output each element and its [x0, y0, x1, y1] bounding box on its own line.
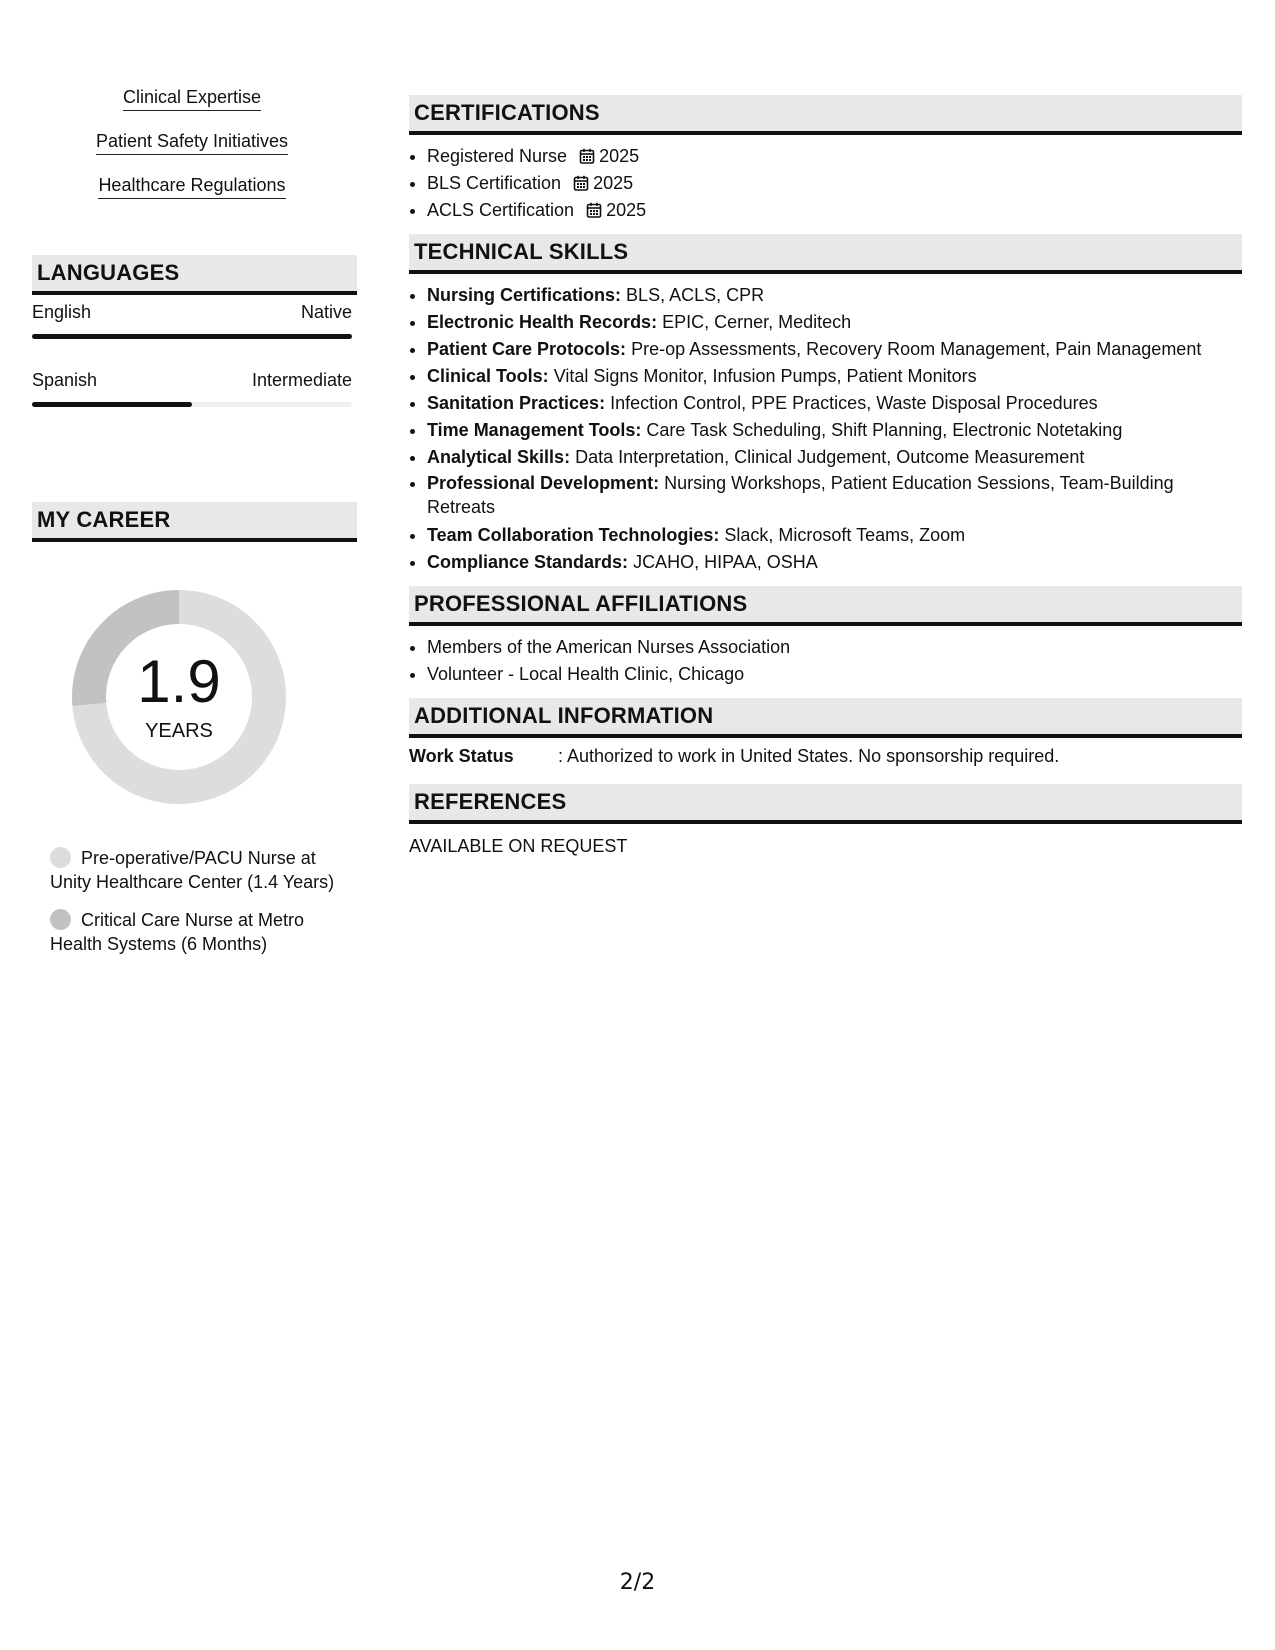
legend-swatch: [50, 847, 71, 868]
certifications-list: [409, 143, 1242, 224]
references-section: [409, 784, 1242, 857]
skill-item: [427, 390, 1242, 417]
right-column: [409, 95, 1242, 857]
skill-label: Electronic Health Records:: [427, 312, 658, 332]
career-total-years: 1.9: [137, 648, 221, 715]
skill-value: Nursing Workshops, Patient Education Sessions, Team-Building Retreats: [427, 473, 1174, 517]
skill-value: Data Interpretation, Clinical Judgement, Outcome Measurement: [575, 447, 1085, 467]
affiliation-item: • Volunteer - Local Health Clinic, Chicago: [427, 661, 1242, 688]
skill-item: [427, 522, 1242, 549]
certification-name: ACLS Certification: [427, 200, 575, 220]
page-number: 2/2: [619, 1570, 656, 1595]
certification-year: 2025: [593, 173, 634, 193]
certifications-heading: CERTIFICATIONS: [409, 95, 1242, 135]
languages-heading: LANGUAGES: [32, 255, 357, 295]
certification-name: Registered Nurse: [427, 146, 568, 166]
skill-label: Patient Care Protocols:: [427, 339, 627, 359]
work-status-value: : Authorized to work in United States. No sponsorship required.: [558, 746, 1060, 766]
affiliations-section: [409, 586, 1242, 688]
language-proficiency-fill: [32, 334, 352, 339]
career-heading: MY CAREER: [32, 502, 357, 542]
strength-item: Clinical Expertise: [123, 86, 261, 111]
language-name: Spanish: [32, 370, 98, 390]
affiliation-item: • Members of the American Nurses Association: [427, 634, 1242, 661]
references-heading: REFERENCES: [409, 784, 1242, 824]
skill-value: Pre-op Assessments, Recovery Room Management, Pain Management: [631, 339, 1202, 359]
work-status-row: [409, 746, 1242, 770]
skill-label: Nursing Certifications:: [427, 285, 622, 305]
language-proficiency-fill: [32, 402, 192, 407]
language-level: Intermediate: [251, 370, 352, 390]
calendar-icon: [573, 175, 589, 191]
skill-value: EPIC, Cerner, Meditech: [662, 312, 852, 332]
left-column: [32, 86, 352, 954]
skill-value: BLS, ACLS, CPR: [626, 285, 765, 305]
skill-item: [427, 471, 1242, 519]
certification-name: BLS Certification: [427, 173, 562, 193]
skill-item: [427, 549, 1242, 576]
skill-value: Slack, Microsoft Teams, Zoom: [724, 525, 966, 545]
additional-info-section: [409, 698, 1242, 770]
skill-item: [427, 282, 1242, 309]
skill-item: [427, 444, 1242, 471]
calendar-icon: [586, 202, 602, 218]
skill-label: Clinical Tools:: [427, 366, 549, 386]
skill-label: Team Collaboration Technologies:: [427, 525, 720, 545]
language-level: Native: [300, 302, 352, 322]
certification-item: [427, 143, 1242, 170]
skill-item: [427, 309, 1242, 336]
career-legend-item: [50, 908, 340, 956]
technical-skills-heading: TECHNICAL SKILLS: [409, 234, 1242, 274]
technical-skills-section: [409, 234, 1242, 576]
affiliations-list: [409, 634, 1242, 688]
additional-info-heading: ADDITIONAL INFORMATION: [409, 698, 1242, 738]
references-text: AVAILABLE ON REQUEST: [409, 836, 628, 856]
certification-year: 2025: [606, 200, 647, 220]
skill-value: Infection Control, PPE Practices, Waste Disposal Procedures: [610, 393, 1098, 413]
skill-item: [427, 363, 1242, 390]
skill-item: [427, 336, 1242, 363]
certification-year: 2025: [599, 146, 640, 166]
skill-label: Time Management Tools:: [427, 420, 642, 440]
work-status-label: Work Status: [409, 746, 514, 766]
career-legend-item: [50, 846, 340, 894]
language-name: English: [32, 302, 92, 322]
language-proficiency-bar: [32, 334, 352, 339]
calendar-icon: [579, 148, 595, 164]
certification-item: [427, 197, 1242, 224]
language-proficiency-bar: [32, 402, 352, 407]
skill-label: Professional Development:: [427, 473, 660, 493]
technical-skills-list: [409, 282, 1242, 576]
skill-label: Compliance Standards:: [427, 552, 629, 572]
affiliations-heading: PROFESSIONAL AFFILIATIONS: [409, 586, 1242, 626]
legend-swatch: [50, 909, 71, 930]
skill-label: Analytical Skills:: [427, 447, 571, 467]
certifications-section: [409, 95, 1242, 224]
skill-value: Care Task Scheduling, Shift Planning, Electronic Notetaking: [646, 420, 1123, 440]
certification-item: [427, 170, 1242, 197]
strengths-list: [32, 86, 352, 218]
career-donut-chart: [66, 584, 292, 810]
career-legend: [50, 846, 340, 970]
skill-item: [427, 417, 1242, 444]
strength-item: Patient Safety Initiatives: [96, 130, 288, 155]
skill-label: Sanitation Practices:: [427, 393, 606, 413]
career-role-label: Pre-operative/PACU Nurse at Unity Healthcare Center (1.4 Years): [50, 848, 335, 892]
career-role-label: Critical Care Nurse at Metro Health Systems (6 Months): [50, 910, 305, 954]
skill-value: Vital Signs Monitor, Infusion Pumps, Patient Monitors: [553, 366, 977, 386]
strength-item: Healthcare Regulations: [98, 174, 285, 199]
skill-value: JCAHO, HIPAA, OSHA: [633, 552, 818, 572]
career-years-unit: YEARS: [145, 720, 213, 742]
